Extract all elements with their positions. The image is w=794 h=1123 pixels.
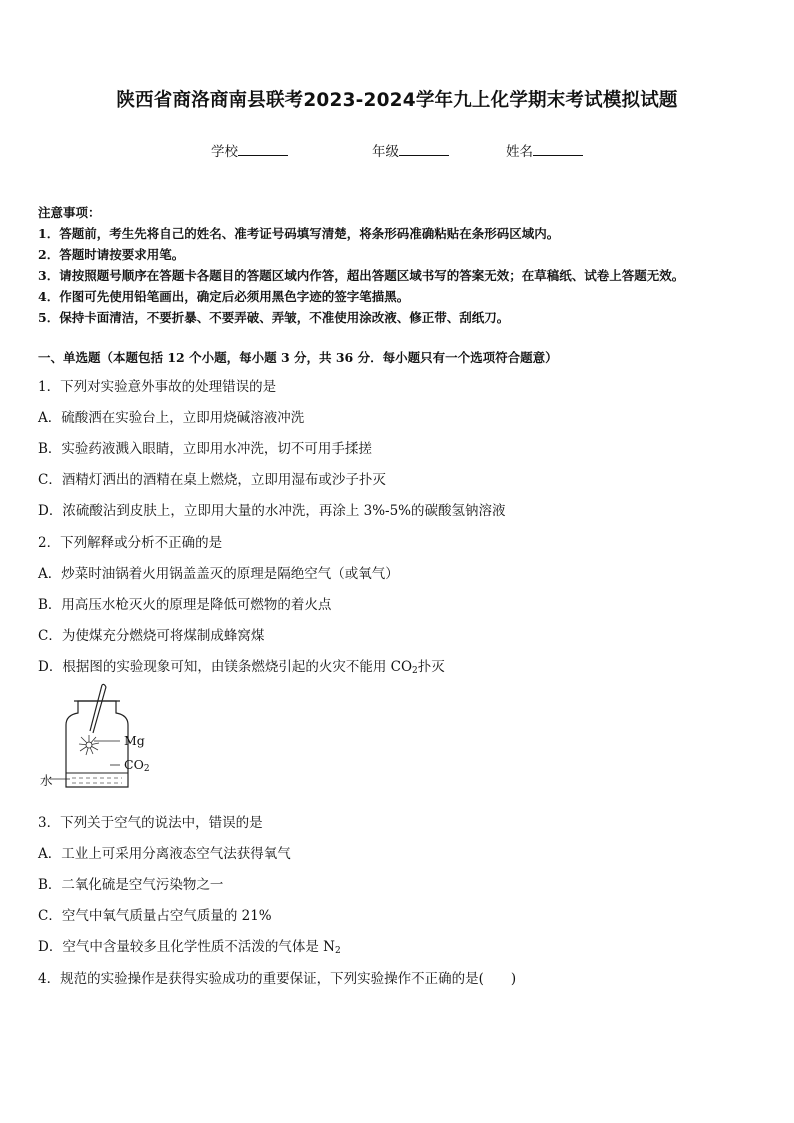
- question-3-option-d-text: D．空气中含量较多且化学性质不活泼的气体是 N: [38, 939, 335, 955]
- note-item: 2．答题时请按要求用笔。: [38, 247, 185, 262]
- name-field: [506, 140, 583, 160]
- question-2-stem: 2．下列解释或分析不正确的是: [38, 535, 223, 551]
- grade-field: [372, 140, 449, 160]
- question-1-stem: 1．下列对实验意外事故的处理错误的是: [38, 379, 277, 395]
- question-2-option-d: [38, 655, 445, 676]
- grade-label: 年级: [372, 144, 399, 160]
- co2-label-subscript: 2: [143, 764, 150, 774]
- question-2-option-d-subscript: 2: [412, 666, 418, 676]
- school-field: [211, 140, 288, 160]
- notes-heading: 注意事项：: [38, 205, 101, 220]
- note-item: 5．保持卡面清洁，不要折暴、不要弄破、弄皱，不准使用涂改液、修正带、刮纸刀。: [38, 310, 510, 325]
- question-2-option-d-tail: 扑灭: [417, 659, 445, 675]
- co2-label-text: CO: [124, 757, 144, 772]
- question-3-option-d: [38, 935, 341, 956]
- note-item: 3．请按照题号顺序在答题卡各题目的答题区域内作答，超出答题区域书写的答案无效；在草稿纸、试卷上答题无效。: [38, 268, 685, 283]
- question-3-option-c: C．空气中氧气质量占空气质量的 21%: [38, 908, 272, 924]
- mg-co2-experiment-figure: [36, 683, 166, 793]
- section-heading: 一、单选题（本题包括 12 个小题，每小题 3 分，共 36 分．每小题只有一个选项符合题意）: [38, 350, 558, 365]
- question-1-option-b: B．实验药液溅入眼睛，立即用水冲洗，切不可用手揉搓: [38, 441, 372, 457]
- question-1-option-c: C．酒精灯洒出的酒精在桌上燃烧，立即用湿布或沙子扑灭: [38, 472, 386, 488]
- grade-blank: [399, 143, 449, 156]
- page-title: 陕西省商洛商南县联考2023-2024学年九上化学期末考试模拟试题: [116, 90, 678, 111]
- question-2-option-a: A．炒菜时油锅着火用锅盖盖灭的原理是隔绝空气（或氧气）: [38, 566, 399, 582]
- question-1-option-d: D．浓硫酸沾到皮肤上，立即用大量的水冲洗，再涂上 3%-5%的碳酸氢钠溶液: [38, 503, 506, 519]
- question-4-stem: 4．规范的实验操作是获得实验成功的重要保证，下列实验操作不正确的是( ): [38, 971, 517, 987]
- water-label: 水: [40, 773, 53, 788]
- question-2-option-d-text: D．根据图的实验现象可知，由镁条燃烧引起的火灾不能用 CO: [38, 659, 413, 675]
- question-3-option-a: A．工业上可采用分离液态空气法获得氧气: [38, 846, 291, 862]
- mg-co2-bottle-diagram: [36, 683, 166, 793]
- school-label: 学校: [211, 144, 238, 160]
- co2-label: [124, 757, 150, 774]
- question-2-option-b: B．用高压水枪灭火的原理是降低可燃物的着火点: [38, 597, 332, 613]
- note-item: 4．作图可先使用铅笔画出，确定后必须用黑色字迹的签字笔描黑。: [38, 289, 410, 304]
- question-3-option-d-subscript: 2: [334, 946, 341, 956]
- name-label: 姓名: [506, 144, 533, 160]
- question-3-stem: 3．下列关于空气的说法中，错误的是: [38, 815, 263, 831]
- question-2-option-c: C．为使煤充分燃烧可将煤制成蜂窝煤: [38, 628, 265, 644]
- note-item: 1．答题前，考生先将自己的姓名、准考证号码填写清楚，将条形码准确粘贴在条形码区域内。: [38, 226, 560, 241]
- mg-label: Mg: [124, 733, 145, 748]
- name-blank: [533, 143, 583, 156]
- question-1-option-a: A．硫酸洒在实验台上，立即用烧碱溶液冲洗: [38, 410, 305, 426]
- school-blank: [238, 143, 288, 156]
- question-3-option-b: B．二氧化硫是空气污染物之一: [38, 877, 224, 893]
